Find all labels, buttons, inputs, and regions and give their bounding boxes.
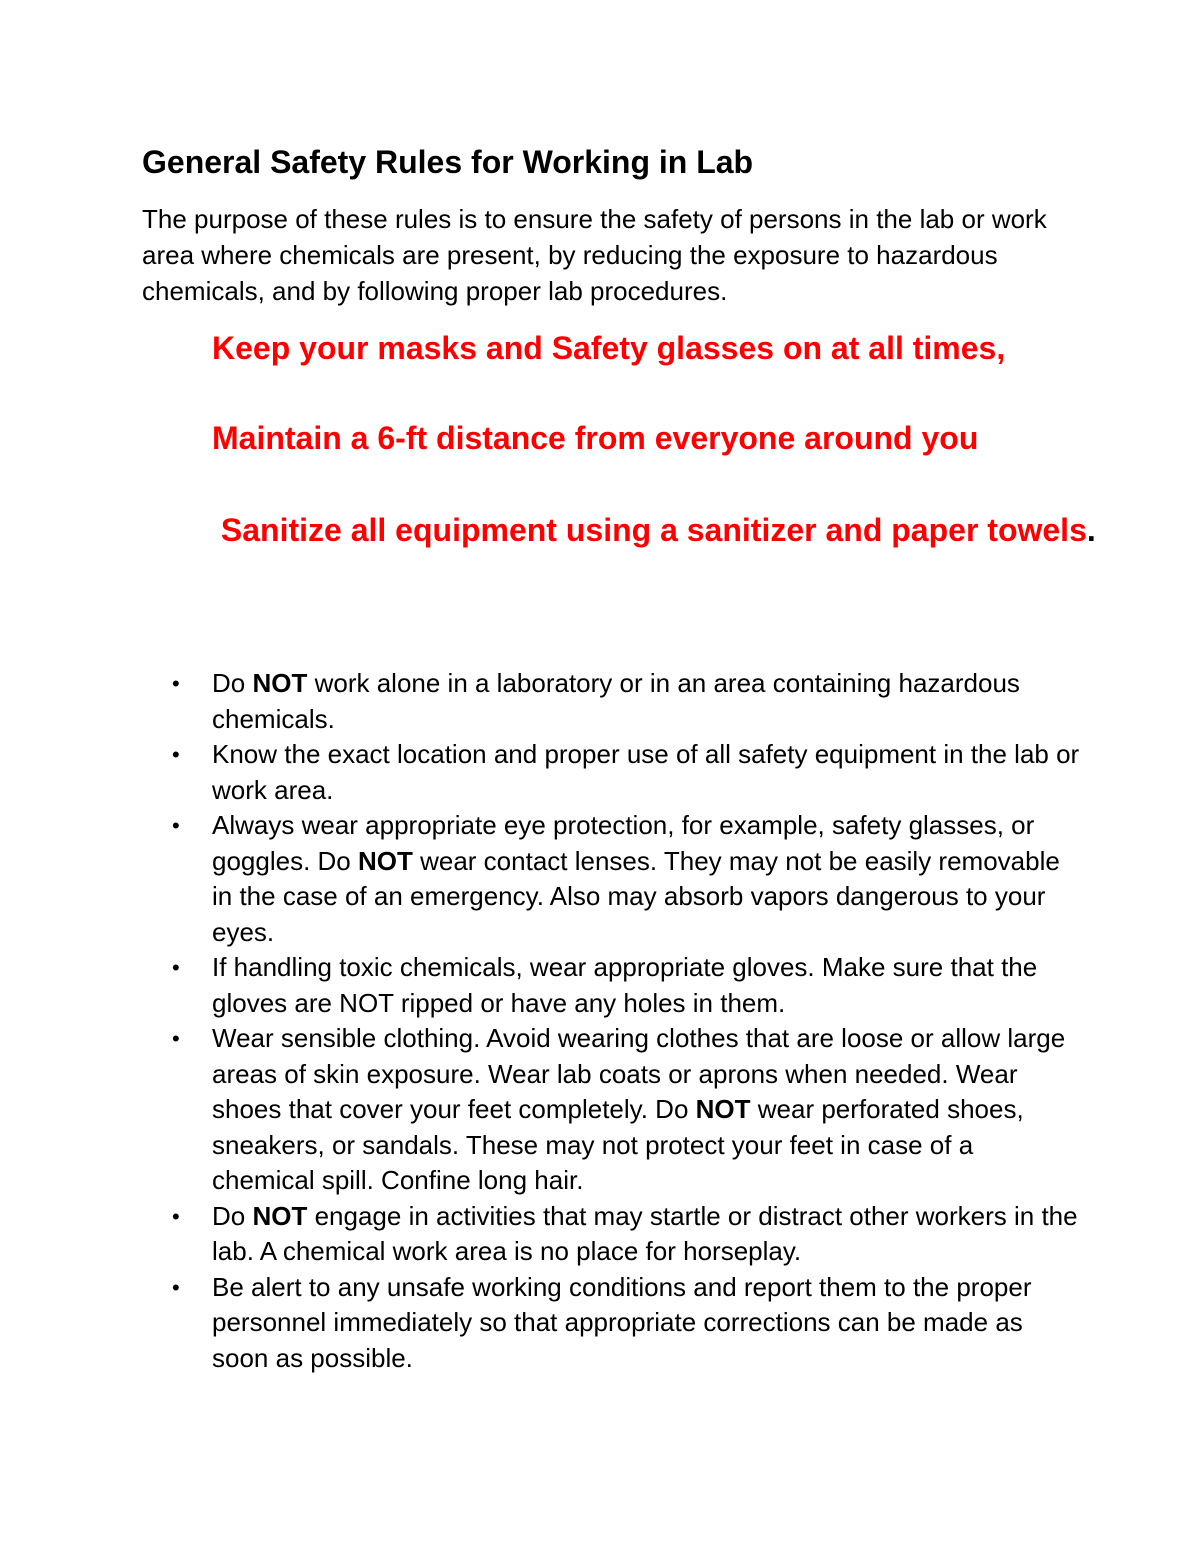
rule-emphasis: NOT <box>357 845 413 876</box>
bullet-icon: • <box>172 1274 180 1300</box>
list-item <box>172 737 1082 808</box>
rule-text: wear contact lenses. They may not be easily removable in the case of an emergency. Also may absorb vapors dangerous to your eyes. <box>212 845 1060 947</box>
rule-emphasis: NOT <box>695 1094 751 1124</box>
rule-emphasis: NOT <box>252 668 308 698</box>
list-item <box>172 666 1082 737</box>
rule-text: engage in activities that may startle or distract other workers in the lab. A chemical work area is no place for horseplay. <box>212 1200 1078 1266</box>
rule-text: Do <box>212 1200 253 1231</box>
notice-sanitize-period: . <box>1086 512 1096 548</box>
list-item <box>172 1270 1082 1377</box>
list-item <box>172 1021 1082 1199</box>
notice-sanitize-text: Sanitize all equipment using a sanitizer and paper towels <box>220 512 1087 548</box>
notice-masks: Keep your masks and Safety glasses on at all times, <box>212 330 1006 366</box>
safety-rules-list <box>172 666 1082 1376</box>
notice-sanitize <box>212 506 1112 554</box>
rule-text: Do <box>212 668 253 698</box>
rule-text: Be alert to any unsafe working conditions and report them to the proper personnel immediately so that appropriate corrections can be made as soon as possible. <box>212 1271 1032 1373</box>
list-item <box>172 808 1082 950</box>
bullet-icon: • <box>172 955 180 980</box>
rule-text: wear perforated shoes, sneakers, or sandals. These may not protect your feet in case of a chemical spill. Confine long hair. <box>212 1094 1024 1195</box>
bullet-icon: • <box>172 1203 180 1229</box>
rule-text: Know the exact location and proper use of all safety equipment in the lab or work area. <box>212 739 1080 805</box>
bullet-icon: • <box>172 671 180 696</box>
bullet-icon: • <box>172 813 180 838</box>
rule-text: Always wear appropriate eye protection, for example, safety glasses, or goggles. Do <box>212 810 1035 876</box>
list-item <box>172 1199 1082 1270</box>
rule-text: If handling toxic chemicals, wear appropriate gloves. Make sure that the gloves are NOT ripped or have any holes in them. <box>212 952 1038 1018</box>
intro-paragraph: The purpose of these rules is to ensure the safety of persons in the lab or work area where chemicals are present, by reducing the exposure to hazardous chemicals, and by following proper lab procedures. <box>142 204 1047 306</box>
rule-emphasis: NOT <box>252 1200 308 1231</box>
page-title: General Safety Rules for Working in Lab <box>142 144 754 180</box>
list-item <box>172 950 1082 1021</box>
bullet-icon: • <box>172 1026 180 1051</box>
rule-text: Wear sensible clothing. Avoid wearing clothes that are loose or allow large areas of skin exposure. Wear lab coats or aprons when needed. Wear shoes that cover your feet completely. Do <box>212 1023 1066 1124</box>
rule-text: work alone in a laboratory or in an area containing hazardous chemicals. <box>212 668 1020 734</box>
notice-distance: Maintain a 6-ft distance from everyone around you <box>212 420 979 456</box>
bullet-icon: • <box>172 742 180 767</box>
